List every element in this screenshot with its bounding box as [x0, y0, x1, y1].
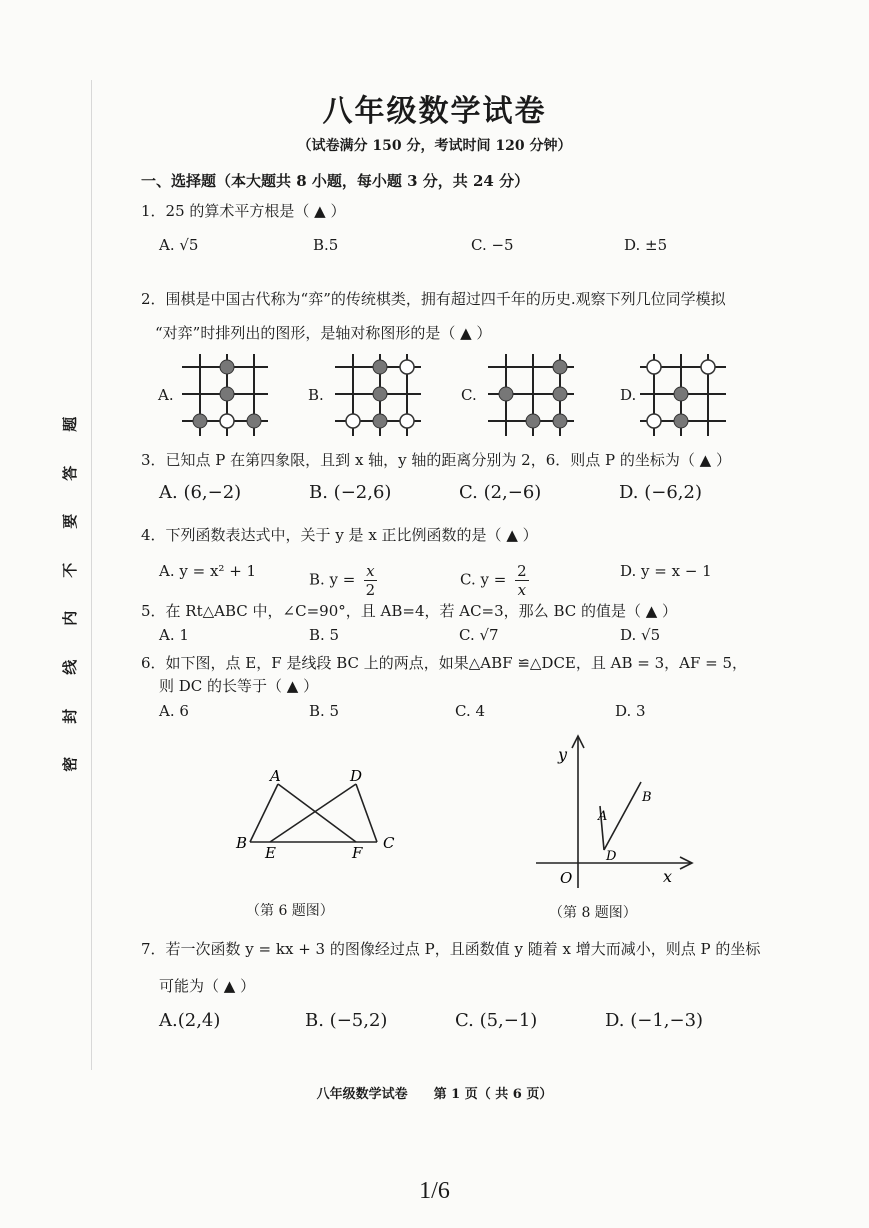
seal-char: 内 [61, 611, 80, 627]
seal-char: 不 [61, 562, 80, 578]
q1-option-b: B.5 [313, 236, 339, 254]
question-7-stem-line1: 7．若一次函数 y = kx + 3 的图像经过点 P，且函数值 y 随着 x 增大而减小，则点 P 的坐标 [141, 940, 761, 958]
q4-option-b [309, 562, 377, 599]
question-4-stem: 4．下列函数表达式中，关于 y 是 x 正比例函数的是（ ▲ ） [141, 526, 538, 544]
fig8-label-y: y [558, 745, 568, 764]
q4-b-numerator: x [366, 562, 375, 580]
q4-option-d: D. y = x − 1 [620, 562, 712, 580]
q4-option-c [460, 562, 529, 599]
q3-option-d: D. (−6,2) [619, 482, 702, 503]
go-board-d [638, 352, 728, 438]
q6-option-a: A. 6 [159, 702, 189, 720]
q4-c-prefix: C. y = [460, 570, 507, 589]
question-7-stem-line2: 可能为（ ▲ ） [159, 977, 256, 995]
fig6-label-f: F [352, 844, 363, 862]
q7-option-a: A.(2,4) [159, 1010, 221, 1031]
q4-c-numerator: 2 [517, 562, 527, 580]
q4-b-fraction [364, 562, 376, 599]
seal-char: 密 [61, 756, 80, 772]
page-footer: 八年级数学试卷 第 1 页（ 共 6 页） [316, 1087, 553, 1102]
exam-subtitle: （试卷满分 150 分，考试时间 120 分钟） [297, 138, 572, 154]
fig6-label-b: B [236, 834, 248, 852]
q3-option-a: A. (6,−2) [159, 482, 242, 503]
figure-6-caption: （第 6 题图） [246, 903, 334, 919]
q5-option-d: D. √5 [620, 626, 661, 644]
q6-option-c: C. 4 [455, 702, 486, 720]
q1-option-d: D. ±5 [624, 236, 668, 254]
q5-option-a: A. 1 [159, 626, 189, 644]
fig8-label-b: B [642, 790, 652, 805]
q6-option-d: D. 3 [615, 702, 646, 720]
q4-b-denominator: 2 [365, 581, 376, 599]
fig8-label-a: A [598, 809, 608, 824]
q4-option-a: A. y = x² + 1 [159, 562, 257, 580]
q5-option-b: B. 5 [309, 626, 340, 644]
fig8-label-d: D [606, 849, 617, 864]
seal-char: 封 [61, 708, 80, 724]
question-3-stem: 3．已知点 P 在第四象限，且到 x 轴，y 轴的距离分别为 2，6．则点 P 的坐标为（ ▲ ） [141, 451, 731, 469]
go-board-b [333, 352, 423, 438]
fig6-label-d: D [350, 767, 363, 785]
q2-option-c: C. [461, 386, 477, 404]
figure-8-caption: （第 8 题图） [549, 905, 637, 921]
fig6-label-c: C [383, 834, 395, 852]
question-5-stem: 5．在 Rt△ABC 中，∠C=90°，且 AB=4，若 AC=3，那么 BC 的值是（ ▲ ） [141, 602, 678, 620]
fig8-label-o: O [560, 869, 573, 887]
seal-char: 题 [61, 416, 80, 432]
q4-c-fraction [515, 562, 529, 599]
section-heading: 一、选择题（本大题共 8 小题，每小题 3 分，共 24 分） [141, 172, 530, 190]
fig6-label-a: A [270, 767, 281, 785]
q4-b-prefix: B. y = [309, 570, 356, 589]
seal-line-notice [58, 400, 84, 789]
q5-option-c: C. √7 [459, 626, 499, 644]
q3-option-c: C. (2,−6) [459, 482, 542, 503]
q7-option-b: B. (−5,2) [305, 1010, 388, 1031]
q1-option-a: A. √5 [159, 236, 199, 254]
q2-option-a: A. [158, 386, 174, 404]
fig6-label-e: E [265, 844, 276, 862]
seal-char: 要 [61, 513, 80, 529]
q7-option-c: C. (5,−1) [455, 1010, 538, 1031]
seal-char: 线 [61, 659, 80, 675]
question-2-stem-line1: 2．围棋是中国古代称为“弈”的传统棋类，拥有超过四千年的历史.观察下列几位同学模拟 [141, 290, 726, 308]
question-1-stem: 1．25 的算术平方根是（ ▲ ） [141, 202, 346, 220]
q7-option-d: D. (−1,−3) [605, 1010, 704, 1031]
fig8-label-x: x [663, 867, 673, 886]
seal-char: 答 [61, 465, 80, 481]
q2-option-d: D. [620, 386, 637, 404]
question-6-stem-line2: 则 DC 的长等于（ ▲ ） [159, 677, 319, 695]
go-board-c [486, 352, 576, 438]
exam-title: 八年级数学试卷 [322, 94, 547, 129]
q4-c-denominator: x [517, 581, 527, 599]
question-6-stem-line1: 6．如下图，点 E，F 是线段 BC 上的两点，如果△ABF ≌△DCE，且 AB = 3，AF = 5， [141, 654, 748, 672]
page-number: 1/6 [419, 1178, 450, 1204]
figure-6-triangles [230, 762, 410, 862]
q3-option-b: B. (−2,6) [309, 482, 392, 503]
q1-option-c: C. −5 [471, 236, 514, 254]
q2-option-b: B. [308, 386, 324, 404]
go-board-a [180, 352, 270, 438]
q6-option-b: B. 5 [309, 702, 340, 720]
figure-8-axes [530, 728, 700, 890]
question-2-stem-line2: “对弈”时排列出的图形，是轴对称图形的是（ ▲ ） [155, 324, 492, 342]
